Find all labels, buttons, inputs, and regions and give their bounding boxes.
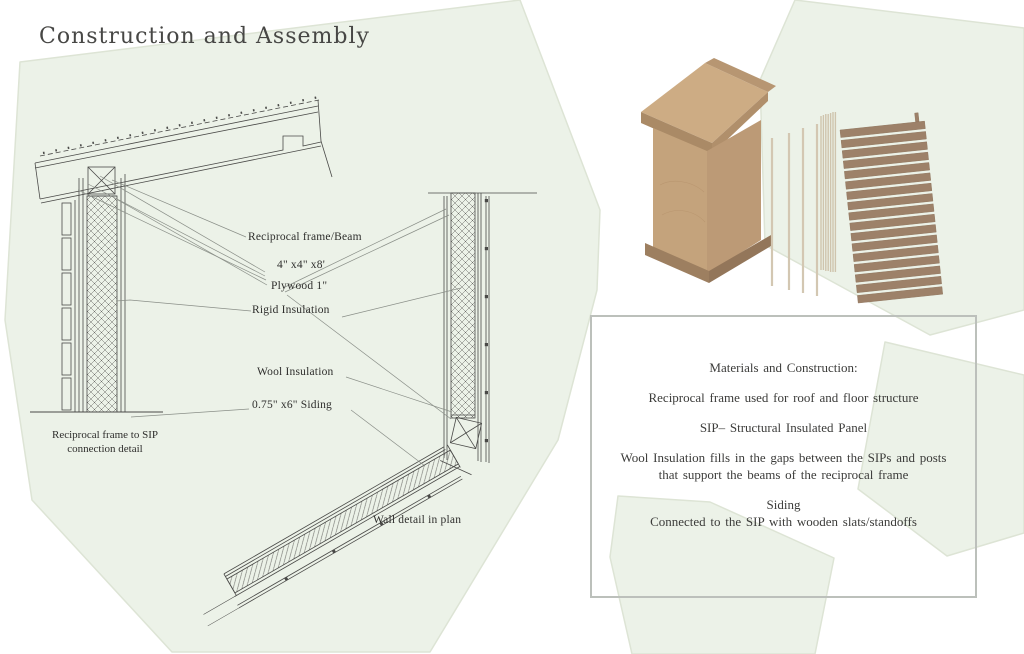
materials-line-sip: SIP– Structural Insulated Panel <box>699 420 868 435</box>
label-wool-insulation: Wool Insulation <box>257 366 334 378</box>
caption-connection-line1: Reciprocal frame to SIP <box>52 429 158 441</box>
materials-heading: Materials and Construction: <box>709 360 858 375</box>
label-plywood: Plywood 1" <box>271 280 328 292</box>
sip-skin-edge <box>821 112 835 272</box>
materials-para-wool <box>598 449 969 483</box>
materials-para-siding <box>598 496 969 530</box>
label-lumber-size: 4" x4" x8' <box>277 259 325 271</box>
caption-wall-plan: Wall detail in plan <box>373 514 462 526</box>
caption-connection-detail <box>20 428 190 456</box>
materials-box <box>590 315 977 598</box>
materials-wool-line1: Wool Insulation fills in the gaps between the SIPs and posts <box>620 450 947 465</box>
materials-siding-line1: Siding <box>766 497 801 512</box>
materials-siding-line2: Connected to the SIP with wooden slats/standoffs <box>650 514 917 529</box>
caption-connection-line2: connection detail <box>67 443 143 455</box>
materials-line-reciprocal: Reciprocal frame used for roof and floor structure <box>648 390 919 405</box>
sip-box-render <box>641 58 776 283</box>
label-siding: 0.75" x6" Siding <box>252 399 332 411</box>
label-rigid-insulation: Rigid Insulation <box>252 304 330 316</box>
label-reciprocal-frame-beam: Reciprocal frame/Beam <box>248 231 362 243</box>
materials-wool-line2: that support the beams of the reciprocal frame <box>658 467 909 482</box>
page-title: Construction and Assembly <box>39 24 370 49</box>
